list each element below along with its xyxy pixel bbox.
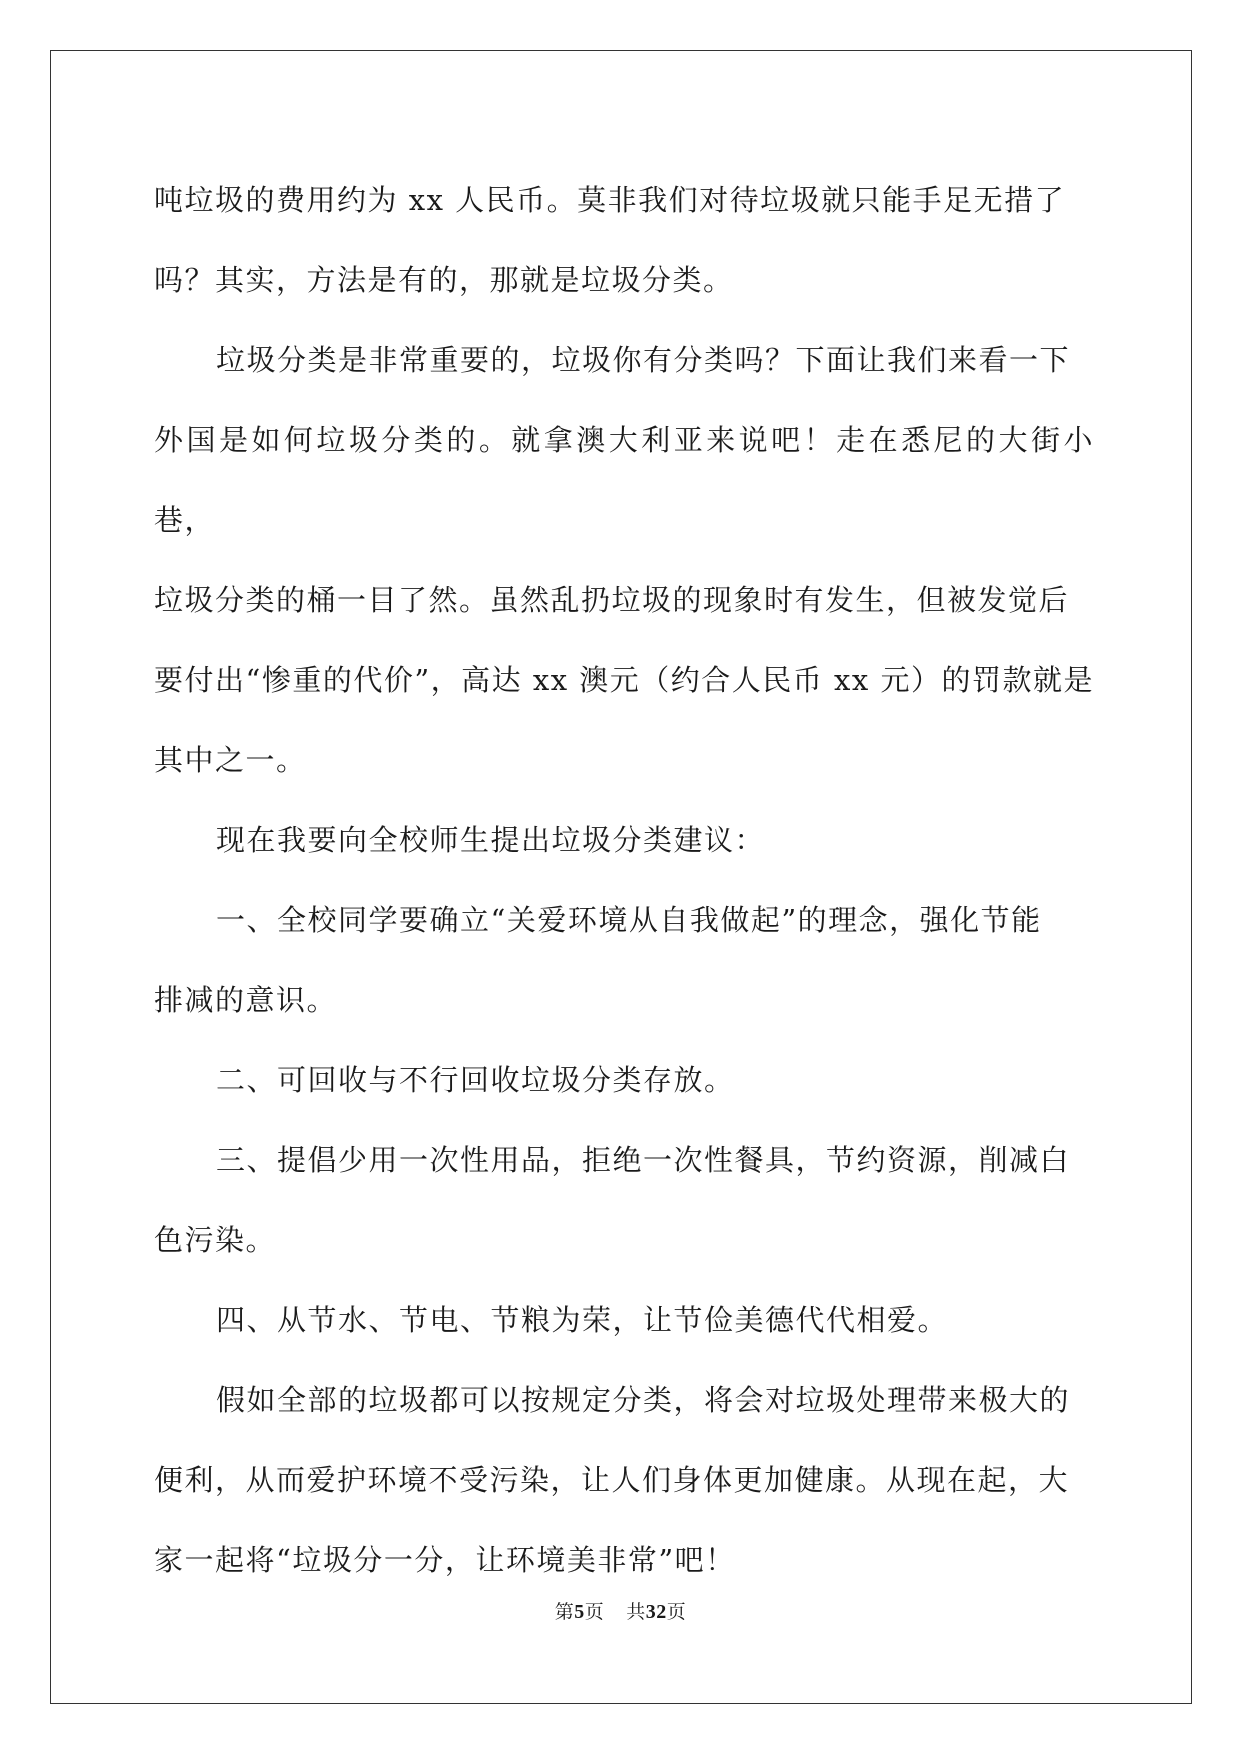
document-body xyxy=(154,160,1094,1600)
paragraph-4 xyxy=(154,880,1094,1040)
paragraph-7 xyxy=(154,1280,1094,1360)
text-line: 假如全部的垃圾都可以按规定分类，将会对垃圾处理带来极大的 xyxy=(216,1383,1071,1417)
text-line: 垃圾分类是非常重要的，垃圾你有分类吗？下面让我们来看一下 xyxy=(216,343,1071,377)
text-line: 现在我要向全校师生提出垃圾分类建议： xyxy=(216,823,766,857)
text-line: 要付出“惨重的代价”，高达 xx 澳元（约合人民币 xx 元）的罚款就是 xyxy=(154,663,1094,697)
page-number: 5 xyxy=(574,1601,585,1623)
text-line: 三、提倡少用一次性用品，拒绝一次性餐具，节约资源，削减白 xyxy=(216,1143,1071,1177)
text-line: 垃圾分类的桶一目了然。虽然乱扔垃圾的现象时有发生，但被发觉后 xyxy=(154,583,1070,617)
text-line: 家一起将“垃圾分一分，让环境美非常”吧！ xyxy=(154,1543,736,1577)
text-line: 四、从节水、节电、节粮为荣，让节俭美德代代相爱。 xyxy=(216,1303,949,1337)
text-line: 其中之一。 xyxy=(154,743,307,777)
page-suffix: 页 xyxy=(584,1601,605,1623)
text-line: 吗？其实，方法是有的，那就是垃圾分类。 xyxy=(154,263,734,297)
paragraph-2 xyxy=(154,320,1094,800)
paragraph-6 xyxy=(154,1120,1094,1280)
paragraph-3 xyxy=(154,800,1094,880)
total-pages: 32 xyxy=(645,1601,667,1623)
total-suffix: 页 xyxy=(666,1601,687,1623)
text-line: 便利，从而爱护环境不受污染，让人们身体更加健康。从现在起，大 xyxy=(154,1463,1070,1497)
total-prefix: 共 xyxy=(626,1601,646,1623)
page-prefix: 第 xyxy=(554,1601,575,1623)
text-line: 二、可回收与不行回收垃圾分类存放。 xyxy=(216,1063,735,1097)
text-line: 一、全校同学要确立“关爱环境从自我做起”的理念，强化节能 xyxy=(216,903,1042,937)
text-line: 排减的意识。 xyxy=(154,983,338,1017)
paragraph-1 xyxy=(154,160,1094,320)
text-line: 吨垃圾的费用约为 xx 人民币。莫非我们对待垃圾就只能手足无措了 xyxy=(154,183,1066,217)
paragraph-5 xyxy=(154,1040,1094,1120)
page-footer xyxy=(0,1597,1241,1624)
text-line: 外国是如何垃圾分类的。就拿澳大利亚来说吧！走在悉尼的大街小巷， xyxy=(154,423,1094,537)
paragraph-8 xyxy=(154,1360,1094,1600)
text-line: 色污染。 xyxy=(154,1223,277,1257)
